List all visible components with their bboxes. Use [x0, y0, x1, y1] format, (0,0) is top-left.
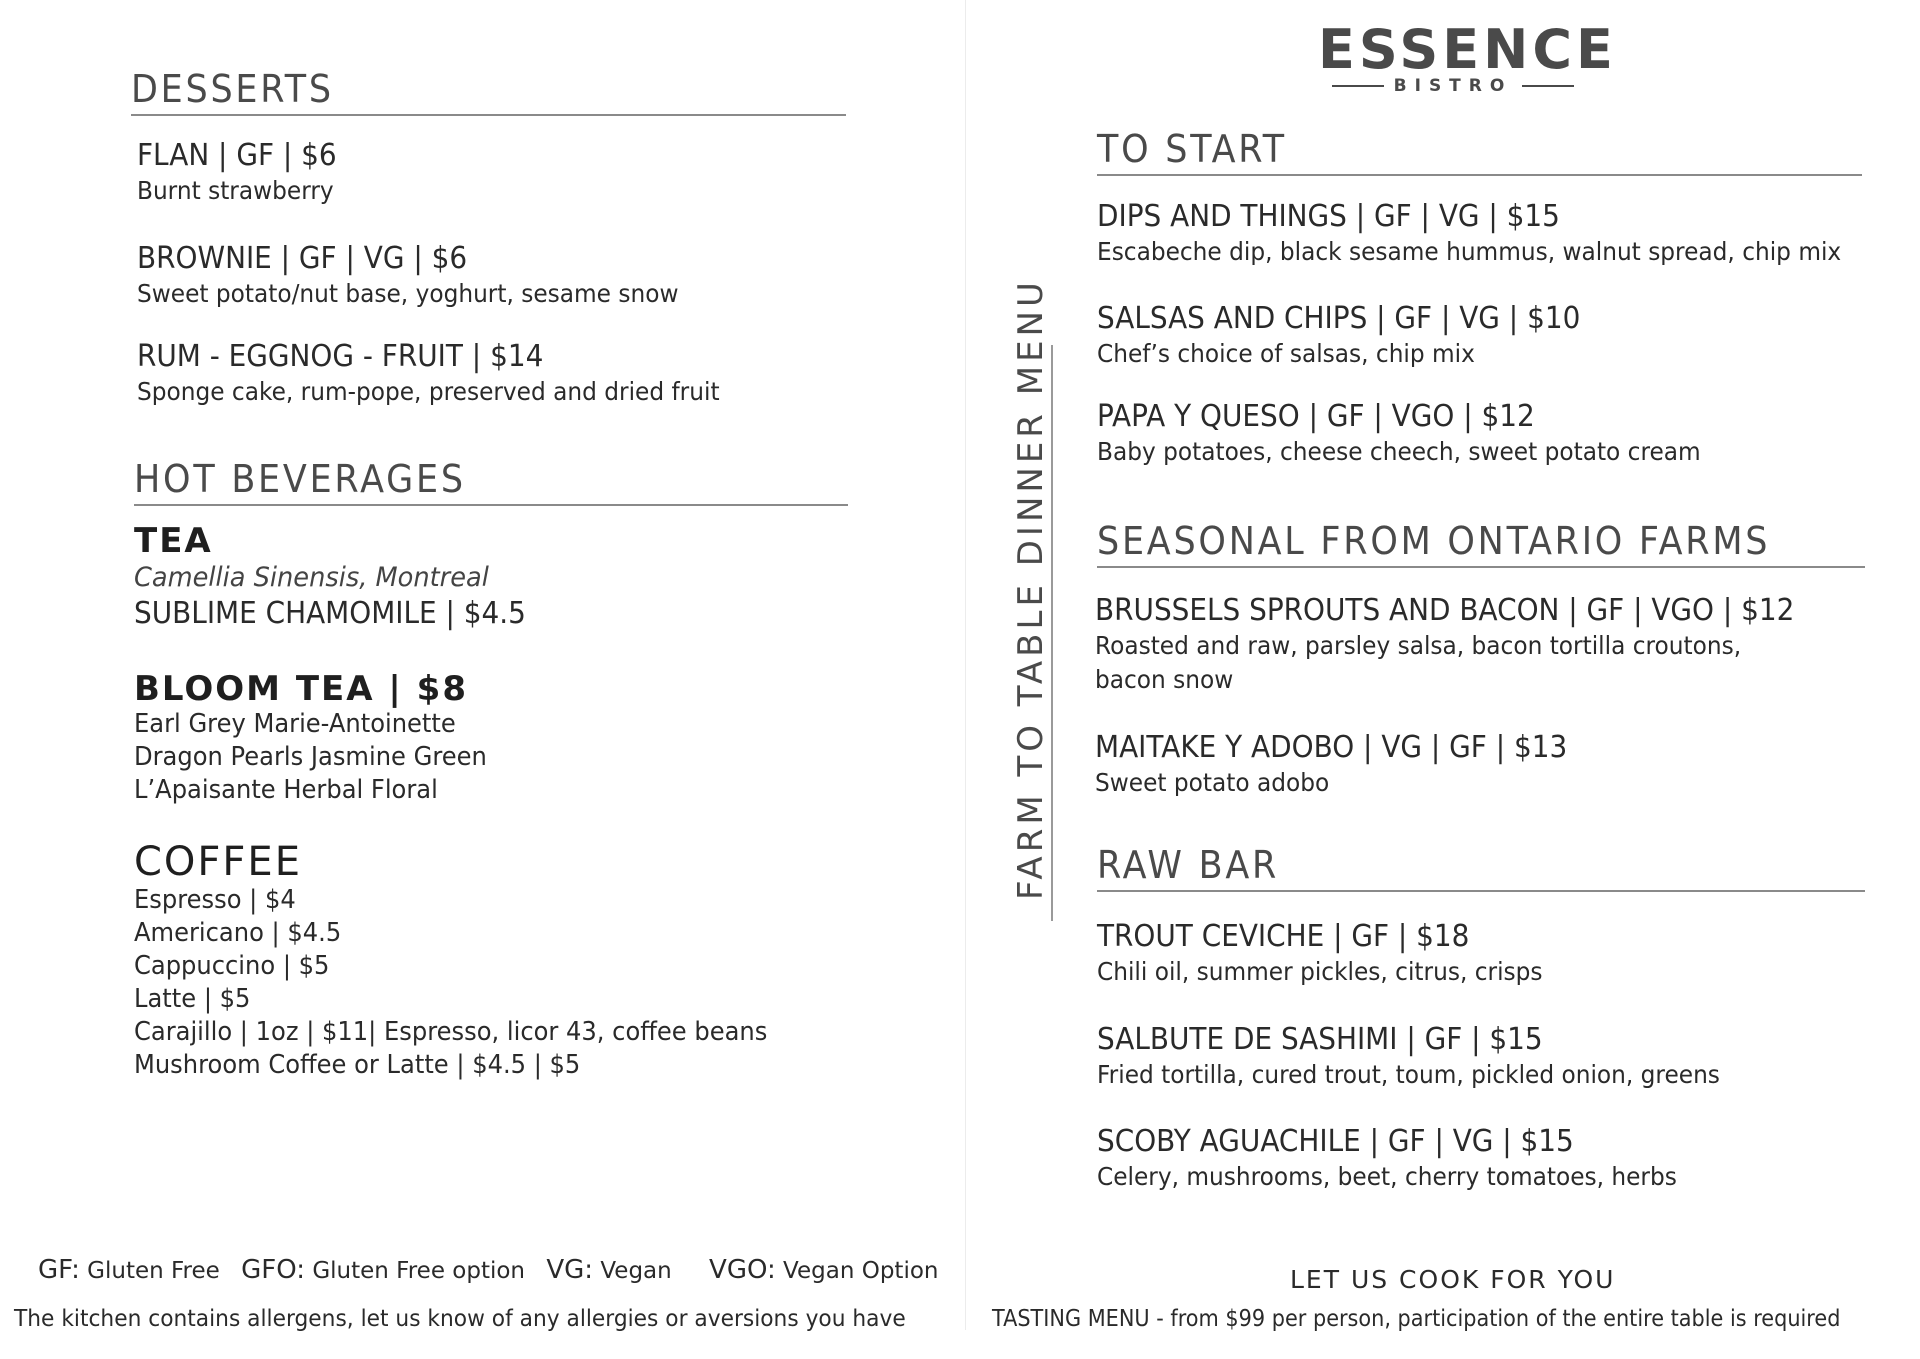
page-fold-divider: [965, 0, 966, 1330]
legend-gf-key: GF:: [38, 1255, 80, 1285]
starter-item: [1097, 199, 1897, 269]
dessert-desc: Sponge cake, rum-pope, preserved and dried fruit: [137, 377, 720, 406]
legend-vg-text: Vegan: [600, 1258, 672, 1284]
brand-sub-right-rule: [1522, 85, 1574, 87]
raw-bar-desc: Chili oil, summer pickles, citrus, crisps: [1097, 957, 1543, 986]
legend-gfo-key: GFO:: [241, 1255, 305, 1285]
bloom-tea-line: Earl Grey Marie-Antoinette: [134, 709, 456, 739]
dessert-item-rum-eggnog: [137, 339, 763, 409]
legend-gf-text: Gluten Free: [87, 1258, 220, 1284]
dessert-desc: Burnt strawberry: [137, 176, 334, 205]
raw-bar-item: [1097, 919, 1576, 989]
tea-item: SUBLIME CHAMOMILE | $4.5: [134, 596, 526, 631]
bloom-tea-block: [134, 670, 513, 807]
bloom-tea-line: L’Apaisante Herbal Floral: [134, 775, 438, 805]
to-start-heading: TO START: [1097, 127, 1287, 171]
raw-bar-desc: Fried tortilla, cured trout, toum, pickled onion, greens: [1097, 1060, 1720, 1089]
starter-desc: Escabeche dip, black sesame hummus, walnut spread, chip mix: [1097, 237, 1842, 266]
legend-gfo-text: Gluten Free option: [312, 1258, 526, 1284]
brand-logo: [1318, 18, 1617, 96]
to-start-section-heading: [1097, 127, 1862, 176]
legend-vgo-text: Vegan Option: [783, 1258, 939, 1284]
seasonal-heading: SEASONAL FROM ONTARIO FARMS: [1097, 519, 1771, 563]
seasonal-desc: Roasted and raw, parsley salsa, bacon tortilla croutons,: [1095, 631, 1742, 660]
raw-bar-rule: [1097, 890, 1865, 892]
starter-item: [1097, 301, 1617, 371]
coffee-label: COFFEE: [134, 839, 302, 885]
dietary-legend: [38, 1255, 939, 1285]
desserts-section-heading: [131, 67, 846, 116]
seasonal-title: MAITAKE Y ADOBO | VG | GF | $13: [1095, 730, 1568, 765]
raw-bar-title: SALBUTE DE SASHIMI | GF | $15: [1097, 1022, 1543, 1057]
tea-label: TEA: [134, 521, 213, 561]
raw-bar-desc: Celery, mushrooms, beet, cherry tomatoes, herbs: [1097, 1162, 1677, 1191]
seasonal-desc: Sweet potato adobo: [1095, 768, 1330, 797]
starter-title: PAPA Y QUESO | GF | VGO | $12: [1097, 399, 1535, 434]
raw-bar-item: [1097, 1124, 1721, 1194]
vertical-rule: [1051, 345, 1053, 921]
legend-vgo-key: VGO:: [709, 1255, 776, 1285]
coffee-line: Cappuccino | $5: [134, 951, 330, 981]
starter-desc: Chef’s choice of salsas, chip mix: [1097, 339, 1475, 368]
raw-bar-title: SCOBY AGUACHILE | GF | VG | $15: [1097, 1124, 1574, 1159]
raw-bar-title: TROUT CEVICHE | GF | $18: [1097, 919, 1470, 954]
raw-bar-item: [1097, 1022, 1767, 1092]
cook-for-you-heading: LET US COOK FOR YOU: [1290, 1265, 1616, 1294]
seasonal-title: BRUSSELS SPROUTS AND BACON | GF | VGO | $12: [1095, 593, 1795, 628]
bloom-tea-line: Dragon Pearls Jasmine Green: [134, 742, 487, 772]
hot-beverages-rule: [134, 504, 848, 506]
hot-beverages-section-heading: [134, 457, 848, 506]
dessert-item-brownie: [137, 241, 719, 311]
coffee-line: Mushroom Coffee or Latte | $4.5 | $5: [134, 1050, 581, 1080]
brand-subname: BISTRO: [1393, 76, 1513, 96]
seasonal-desc: bacon snow: [1095, 665, 1234, 694]
seasonal-item: [1095, 730, 1603, 800]
desserts-rule: [131, 114, 846, 116]
tea-origin: Camellia Sinensis, Montreal: [134, 562, 489, 593]
seasonal-item: [1095, 593, 1847, 697]
dessert-item-flan: [137, 138, 352, 208]
coffee-line: Americano | $4.5: [134, 918, 342, 948]
vertical-menu-title: FARM TO TABLE DINNER MENU: [1011, 278, 1051, 900]
seasonal-section-heading: [1097, 519, 1865, 568]
allergen-note: The kitchen contains allergens, let us know of any allergies or aversions you have: [14, 1306, 906, 1332]
dessert-title: FLAN | GF | $6: [137, 138, 337, 173]
tasting-menu-note: TASTING MENU - from $99 per person, participation of the entire table is required: [992, 1306, 1841, 1332]
coffee-line: Espresso | $4: [134, 885, 296, 915]
dessert-title: BROWNIE | GF | VG | $6: [137, 241, 468, 276]
to-start-rule: [1097, 174, 1862, 176]
starter-item: [1097, 399, 1746, 469]
raw-bar-section-heading: [1097, 843, 1865, 892]
dessert-title: RUM - EGGNOG - FRUIT | $14: [137, 339, 544, 374]
hot-beverages-heading: HOT BEVERAGES: [134, 457, 466, 501]
bloom-tea-label: BLOOM TEA | $8: [134, 669, 468, 709]
starter-title: SALSAS AND CHIPS | GF | VG | $10: [1097, 301, 1581, 336]
legend-vg-key: VG:: [546, 1255, 594, 1285]
dessert-desc: Sweet potato/nut base, yoghurt, sesame snow: [137, 279, 679, 308]
desserts-heading: DESSERTS: [131, 67, 334, 111]
starter-desc: Baby potatoes, cheese cheech, sweet potato cream: [1097, 437, 1701, 466]
coffee-line: Latte | $5: [134, 984, 251, 1014]
seasonal-rule: [1097, 566, 1865, 568]
brand-sub-left-rule: [1332, 85, 1384, 87]
coffee-line: Carajillo | 1oz | $11| Espresso, licor 43, coffee beans: [134, 1017, 768, 1047]
brand-name: ESSENCE: [1318, 18, 1617, 81]
tea-block: [134, 522, 555, 632]
coffee-block: [134, 840, 815, 1082]
starter-title: DIPS AND THINGS | GF | VG | $15: [1097, 199, 1560, 234]
raw-bar-heading: RAW BAR: [1097, 843, 1280, 887]
